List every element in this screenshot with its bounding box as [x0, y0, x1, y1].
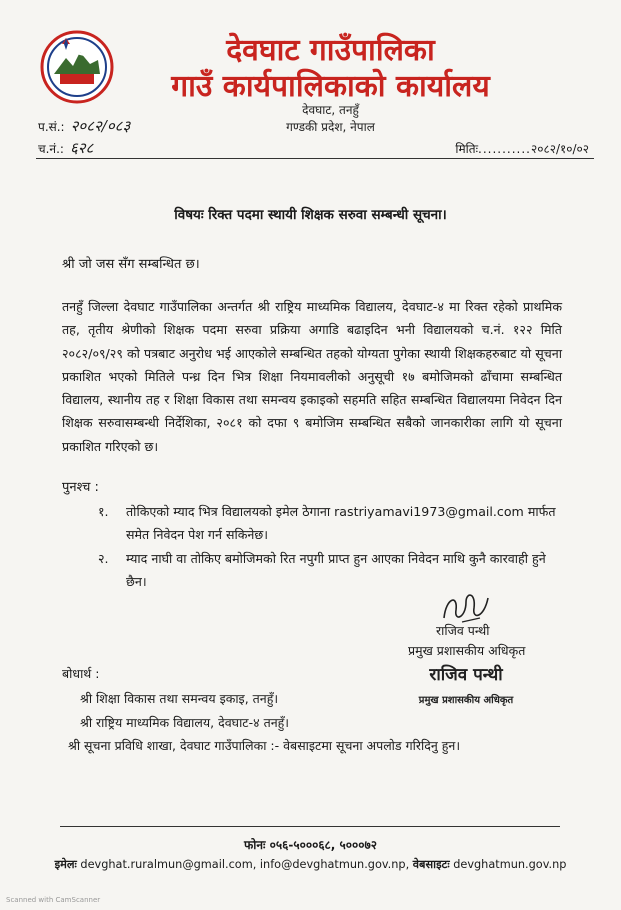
- dispatch-number-label: च.नं.:: [38, 142, 64, 156]
- footer-contact: [0, 857, 621, 872]
- dispatch-number: [38, 138, 93, 158]
- postscript-item-text: म्याद नाघी वा तोकिए बमोजिमको रित नपुगी प्राप्त हुन आएका निवेदन माथि कुनै कारवाही हुने छैन।: [126, 551, 546, 589]
- date-value: २०८२/१०/०२: [530, 142, 589, 156]
- postscript-item: [98, 500, 558, 546]
- cc-item: श्री सूचना प्रविधि शाखा, देवघाट गाउँपालिका :- वेबसाइटमा सूचना अपलोड गरिदिनु हुन।: [68, 738, 461, 753]
- dispatch-number-value: ६२८: [69, 139, 94, 157]
- cc-item: श्री शिक्षा विकास तथा समन्वय इकाइ, तनहुँ।: [80, 691, 279, 706]
- letter-subject: विषयः रिक्त पदमा स्थायी शिक्षक सरुवा सम्बन्धी सूचना।: [174, 207, 447, 223]
- reference-number-value: २०८२/०८३: [70, 117, 131, 135]
- email-label: इमेलः: [54, 858, 77, 871]
- postscript-item-text: तोकिएको म्याद भित्र विद्यालयको इमेल ठेगाना rastriyamavi1973@gmail.com मार्फत समेत निवेदन पेश गर्न सकिनेछ।: [126, 504, 556, 542]
- date-dots: ...........: [478, 142, 531, 156]
- header-divider: [36, 158, 594, 159]
- signatory-title: प्रमुख प्रशासकीय अधिकृत: [408, 643, 526, 658]
- address-line2: गण्डकी प्रदेश, नेपाल: [286, 120, 375, 134]
- letter-date: [455, 140, 589, 157]
- phone-label: फोनः: [244, 838, 266, 852]
- postscript-item-number: २.: [98, 551, 109, 566]
- signatory-name: राजिव पन्थी: [436, 623, 490, 638]
- date-label: मितिः: [455, 142, 479, 156]
- postscript-item: [98, 547, 558, 593]
- scan-watermark: Scanned with CamScanner: [6, 896, 101, 904]
- letter-greeting: श्री जो जस सँग सम्बन्धित छ।: [62, 257, 200, 272]
- footer-divider: [60, 826, 560, 827]
- reference-number-label: प.सं.:: [38, 120, 65, 134]
- address-line1: देवघाट, तनहुँ: [302, 103, 359, 117]
- email-value: devghat.ruralmun@gmail.com, info@devghatmun.gov.np,: [80, 858, 410, 871]
- stamp-name: राजिव पन्थी: [429, 665, 503, 685]
- phone-value: ०५६-५०००६८, ५०००७२: [269, 838, 377, 852]
- footer-phone: [0, 836, 621, 853]
- cc-label: बोधार्थ :: [62, 666, 100, 681]
- cc-item: श्री राष्ट्रिय माध्यमिक विद्यालय, देवघाट-४ तनहुँ।: [80, 715, 290, 730]
- reference-number: [38, 116, 130, 136]
- postscript-label: पुनश्च :: [62, 480, 99, 495]
- website-label: वेबसाइटः: [412, 858, 450, 871]
- postscript-item-number: १.: [98, 504, 109, 519]
- name-stamp: [396, 662, 536, 716]
- letter-body: तनहुँ जिल्ला देवघाट गाउँपालिका अन्तर्गत श्री राष्ट्रिय माध्यमिक विद्यालय, देवघाट-४ मा रिक्त रहेको प्राथमिक तह, तृतीय श्रेणीको शिक्षक पदमा सरुवा प्रक्रिया अगाडि बढाइदिन भनी विद्यालयको च.नं. १२२ मिति २०८२/०९/२९ को पत्रबाट अनुरोध भई आएकोले सम्बन्धित तहको योग्यता पुगेका स्थायी शिक्षकहरुबाट यो सूचना प्रकाशित भएको मितिले पन्ध्र दिन भित्र शिक्षा नियमावलीको अनुसूची १७ बमोजिमको ढाँचामा सम्बन्धित विद्यालय, स्थानीय तह र शिक्षा विकास तथा समन्वय इकाइको सहमति सहित सम्बन्धित विद्यालयमा निवेदन दिन शिक्षक सरुवासम्बन्धी निर्देशिका, २०८१ को दफा ९ बमोजिम सम्बन्धित सबैको जानकारीका लागि यो सूचना प्रकाशित गरिएको छ।: [62, 299, 562, 454]
- office-title-line1: देवघाट गाउँपालिका: [226, 33, 435, 68]
- office-title-line2: गाउँ कार्यपालिकाको कार्यालय: [171, 69, 490, 104]
- website-value: devghatmun.gov.np: [453, 858, 567, 871]
- stamp-title: प्रमुख प्रशासकीय अधिकृत: [418, 695, 514, 706]
